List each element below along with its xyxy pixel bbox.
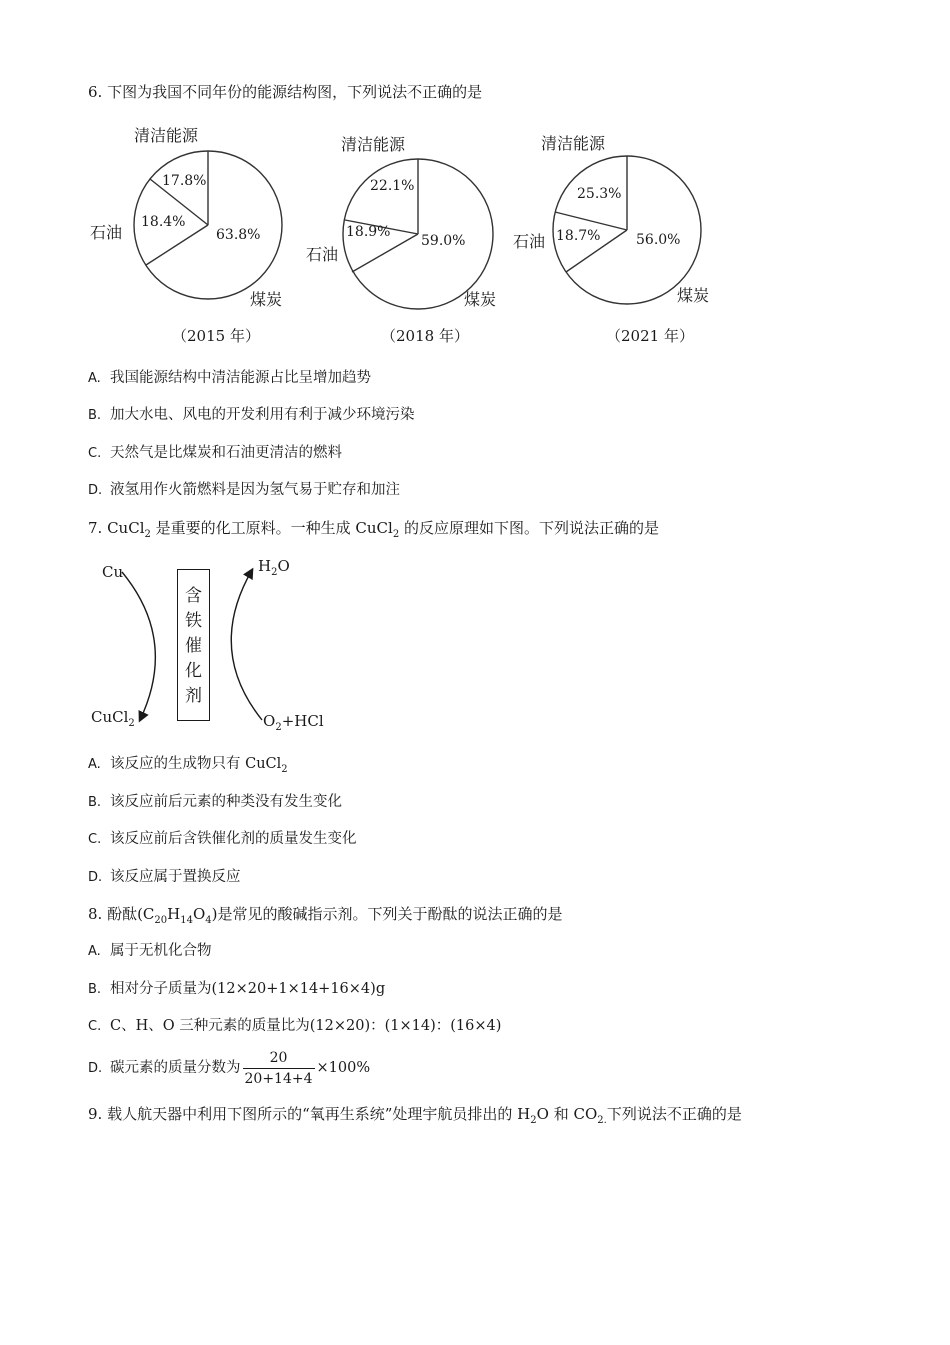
catalyst-char-5: 剂 — [185, 686, 202, 706]
pie-2015-coal-label: 煤炭 — [250, 290, 283, 309]
product-cucl2: CuCl$_2$ — [91, 708, 135, 729]
o2hcl-to-h2o-arrow — [231, 570, 262, 720]
mass-fraction: $\frac{20}{20+14+4}$ — [244, 1049, 313, 1087]
pie-2015-clean-label: 清洁能源 — [134, 126, 199, 145]
q9-stem: 9. 载人航天器中利用下图所示的“氧再生系统”处理宇航员排出的 $H_2O$ 和 $CO_{2.}$下列说法不正确的是 — [88, 1105, 742, 1126]
q8-option-d[interactable]: D. 碳元素的质量分数为 $\frac{20}{20+14+4}$ ×100% — [88, 1049, 371, 1087]
q7-option-d[interactable]: D. 该反应属于置换反应 — [88, 869, 241, 885]
pie-2018-clean-value: 22.1% — [370, 178, 415, 194]
pie-2018-year: （2018 年） — [381, 327, 469, 345]
q6-option-a[interactable]: A. 我国能源结构中清洁能源占比呈增加趋势 — [88, 370, 371, 386]
pie-2021-clean-label: 清洁能源 — [541, 134, 606, 153]
catalyst-char-1: 含 — [185, 586, 202, 606]
q8-option-a[interactable]: A. 属于无机化合物 — [88, 943, 212, 959]
catalyst-char-4: 化 — [185, 661, 202, 681]
q6-stem: 6. 下图为我国不同年份的能源结构图，下列说法不正确的是 — [88, 83, 483, 101]
pie-2018-oil-label: 石油 — [306, 245, 339, 264]
pie-2021-oil-value: 18.7% — [556, 228, 601, 244]
q7-option-a[interactable]: A. 该反应的生成物只有 CuCl$_2$ — [88, 756, 288, 775]
q6-option-d[interactable]: D. 液氢用作火箭燃料是因为氢气易于贮存和加注 — [88, 482, 400, 498]
pie-2021-oil-label: 石油 — [513, 232, 546, 251]
q6-option-c[interactable]: C. 天然气是比煤炭和石油更清洁的燃料 — [88, 445, 342, 461]
cu-to-cucl2-arrow — [122, 572, 155, 720]
pie-2015-year: （2015 年） — [172, 327, 260, 345]
pie-2021-coal-label: 煤炭 — [677, 286, 710, 305]
pie-2021-coal-value: 56.0% — [636, 232, 681, 248]
q7-option-c[interactable]: C. 该反应前后含铁催化剂的质量发生变化 — [88, 831, 357, 847]
pie-2018-oil-value: 18.9% — [346, 224, 391, 240]
q8-option-b[interactable]: B. 相对分子质量为(12×20+1×14+16×4)g — [88, 981, 386, 997]
catalyst-char-3: 催 — [185, 636, 202, 656]
pie-2015-oil-label: 石油 — [90, 223, 123, 242]
q6-option-b[interactable]: B. 加大水电、风电的开发利用有利于减少环境污染 — [88, 407, 415, 423]
pie-2015-coal-value: 63.8% — [216, 227, 261, 243]
reactant-cu: Cu — [102, 563, 124, 581]
reactant-o2-hcl: $O_2+HCl$ — [263, 712, 324, 733]
pie-2018-clean-label: 清洁能源 — [341, 135, 406, 154]
product-h2o: $H_2O$ — [258, 557, 290, 578]
q7-stem: 7. CuCl$_2$ 是重要的化工原料。一种生成 CuCl$_2$ 的反应原理如下图。下列说法正确的是 — [88, 519, 659, 540]
q8-stem: 8. 酚酞$(C_{20}H_{14}O_4)$是常见的酸碱指示剂。下列关于酚酞的说法正确的是 — [88, 905, 563, 926]
q7-option-b[interactable]: B. 该反应前后元素的种类没有发生变化 — [88, 794, 342, 810]
pie-2015-oil-value: 18.4% — [141, 214, 186, 230]
q8-option-c[interactable]: C. C、H、O 三种元素的质量比为(12×20)：(1×14)：(16×4) — [88, 1018, 502, 1034]
pie-2021-clean-value: 25.3% — [577, 186, 622, 202]
pie-2018-coal-label: 煤炭 — [464, 290, 497, 309]
pie-2015-clean-value: 17.8% — [162, 173, 207, 189]
pie-2018-coal-value: 59.0% — [421, 233, 466, 249]
pie-2021-year: （2021 年） — [606, 327, 694, 345]
catalyst-char-2: 铁 — [185, 611, 202, 631]
